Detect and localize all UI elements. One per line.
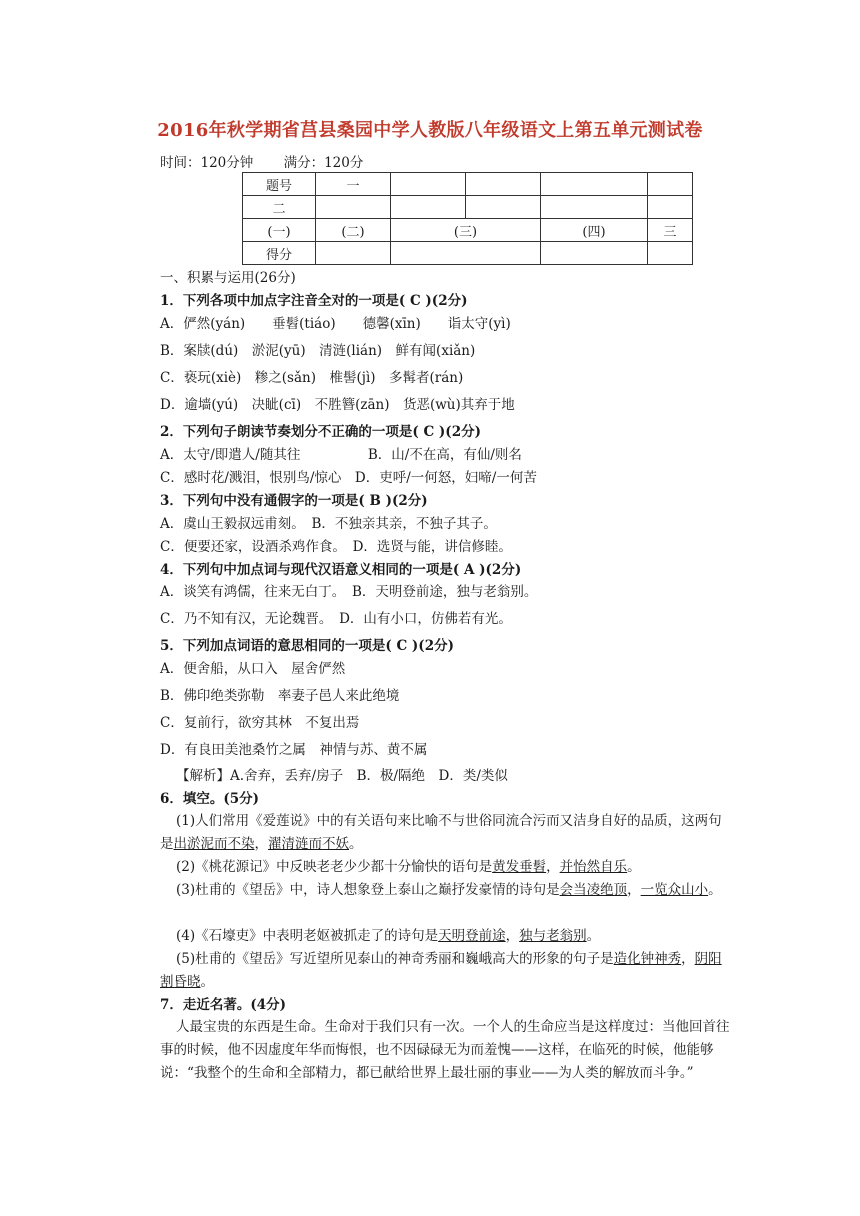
- question-7-passage: [160, 1016, 730, 1085]
- question-4-stem: 4．下列句中加点词与现代汉语意义相同的一项是( A )(2分): [160, 562, 522, 578]
- separator: ，: [546, 859, 560, 875]
- item-text: (3)杜甫的《望岳》中，诗人想象登上泰山之巅抒发豪情的诗句是: [176, 882, 560, 898]
- table-cell: [648, 173, 693, 196]
- table-cell: 得分: [243, 242, 316, 265]
- answer-blank: 出淤泥而不染: [173, 836, 255, 852]
- question-6-item-1: [160, 810, 730, 856]
- question-3-options-ab: A．虞山王毅叔远甫刻。 B．不独亲其亲，不独子其子。: [160, 516, 497, 532]
- question-5-option-c: C．复前行，欲穷其林 不复出焉: [160, 715, 360, 731]
- item-text: (4)《石壕吏》中表明老妪被抓走了的诗句是: [176, 928, 439, 944]
- answer-blank: 并怡然自乐: [559, 859, 628, 875]
- question-3-stem: 3．下列句中没有通假字的一项是( B )(2分): [160, 493, 428, 509]
- table-cell: [648, 196, 693, 219]
- item-text: (1)人们常用《爱莲说》中的有关语句来比喻不与世俗同流合污而又洁身自好的品质，这两句是: [160, 813, 722, 852]
- score-label: 满分：120分: [283, 155, 364, 171]
- time-label: 时间：120分钟: [160, 155, 254, 171]
- exam-meta: [160, 151, 389, 171]
- table-cell: 三: [648, 219, 693, 242]
- table-cell: [391, 242, 541, 265]
- question-5-option-a: A．便舍船，从口入 屋舍俨然: [160, 661, 346, 677]
- question-2-options-cd: C．感时花/溅泪，恨别鸟/惊心 D．吏呼/一何怒，妇啼/一何苦: [160, 470, 537, 486]
- table-row: [243, 219, 693, 242]
- separator: ，: [505, 928, 520, 944]
- question-6-item-4: [160, 925, 730, 948]
- answer-blank: 造化钟神秀: [613, 951, 682, 967]
- answer-blank: 天明登前途: [438, 928, 506, 944]
- table-cell: (二): [316, 219, 391, 242]
- item-text: (2)《桃花源记》中反映老老少少都十分愉快的语句是: [176, 859, 493, 875]
- table-cell: [466, 173, 541, 196]
- table-cell: [316, 242, 391, 265]
- question-5-option-d: D．有良田美池桑竹之属 神情与苏、黄不属: [160, 742, 428, 758]
- separator: 。: [586, 928, 601, 944]
- table-cell: 二: [243, 196, 316, 219]
- question-2-options-ab: A．太守/即遣人/随其往 B．山/不在高，有仙/则名: [160, 447, 522, 463]
- table-cell: 题号: [243, 173, 316, 196]
- separator: ，: [627, 882, 641, 898]
- question-5-analysis: 【解析】A.舍弃，丢弃/房子 B．极/隔绝 D．类/类似: [176, 768, 508, 784]
- separator: ，: [681, 951, 695, 967]
- score-table: [242, 172, 693, 265]
- question-6-item-2: [160, 856, 730, 879]
- answer-blank: 阴阳割昏晓: [160, 951, 722, 990]
- separator: ，: [254, 836, 268, 852]
- table-cell: [648, 242, 693, 265]
- item-text: (5)杜甫的《望岳》写近望所见泰山的神奇秀丽和巍峨高大的形象的句子是: [176, 951, 614, 967]
- question-5-option-b: B．佛印绝类弥勒 率妻子邑人来此绝境: [160, 688, 400, 704]
- table-cell: (一): [243, 219, 316, 242]
- table-cell: [541, 196, 648, 219]
- question-1-option-b: B．案牍(dú) 淤泥(yū) 清涟(lián) 鲜有闻(xiǎn): [160, 343, 476, 359]
- question-1-option-c: C．亵玩(xiè) 糁之(sǎn) 椎髻(jì) 多髯者(rán): [160, 370, 464, 386]
- table-row: [243, 196, 693, 219]
- question-1-option-d: D．逾墙(yú) 决眦(cī) 不胜簪(zān) 货恶(wù)其弃于地: [160, 397, 515, 413]
- question-6-stem: 6．填空。(5分): [160, 791, 260, 807]
- table-cell: [391, 196, 466, 219]
- table-cell: (三): [391, 219, 541, 242]
- section-heading: 一、积累与运用(26分): [160, 270, 296, 286]
- separator: 。: [708, 882, 722, 898]
- question-1-option-a: A．俨然(yán) 垂髫(tiáo) 德馨(xīn) 诣太守(yì): [160, 316, 511, 332]
- question-5-stem: 5．下列加点词语的意思相同的一项是( C )(2分): [160, 638, 454, 654]
- question-3-options-cd: C．便要还家，设酒杀鸡作食。 D．选贤与能，讲信修睦。: [160, 539, 512, 555]
- table-cell: [541, 173, 648, 196]
- exam-title: 2016年秋学期省莒县桑园中学人教版八年级语文上第五单元测试卷: [157, 120, 703, 141]
- question-4-options-cd: C．乃不知有汉，无论魏晋。 D．山有小口，仿佛若有光。: [160, 611, 512, 627]
- table-cell: [541, 242, 648, 265]
- table-row: [243, 242, 693, 265]
- separator: 。: [200, 974, 214, 990]
- passage-text: 人最宝贵的东西是生命。生命对于我们只有一次。一个人的生命应当是这样度过：当他回首往事的时候，他不因虚度年华而悔恨，也不因碌碌无为而羞愧——这样，在临死的时候，他能够说：“我整个的生命和全部精力，都已献给世界上最壮丽的事业——为人类的解放而斗争。”: [160, 1019, 730, 1081]
- answer-blank: 一览众山小: [640, 882, 709, 898]
- table-row: [243, 173, 693, 196]
- question-7-stem: 7．走近名著。(4分): [160, 997, 287, 1013]
- question-6-item-5: [160, 948, 730, 994]
- table-cell: [391, 173, 466, 196]
- answer-blank: 会当凌绝顶: [559, 882, 628, 898]
- answer-blank: 黄发垂髫: [492, 859, 547, 875]
- question-4-options-ab: A．谈笑有鸿儒，往来无白丁。 B．天明登前途，独与老翁别。: [160, 584, 538, 600]
- answer-blank: 独与老翁别: [519, 928, 587, 944]
- separator: 。: [627, 859, 641, 875]
- answer-blank: 濯清涟而不妖: [268, 836, 349, 852]
- separator: 。: [349, 836, 363, 852]
- question-2-stem: 2．下列句子朗读节奏划分不正确的一项是( C )(2分): [160, 424, 481, 440]
- table-cell: 一: [316, 173, 391, 196]
- question-6-item-3: [160, 879, 730, 902]
- question-1-stem: 1．下列各项中加点字注音全对的一项是( C )(2分): [160, 293, 468, 309]
- table-cell: [466, 196, 541, 219]
- table-cell: [316, 196, 391, 219]
- table-cell: (四): [541, 219, 648, 242]
